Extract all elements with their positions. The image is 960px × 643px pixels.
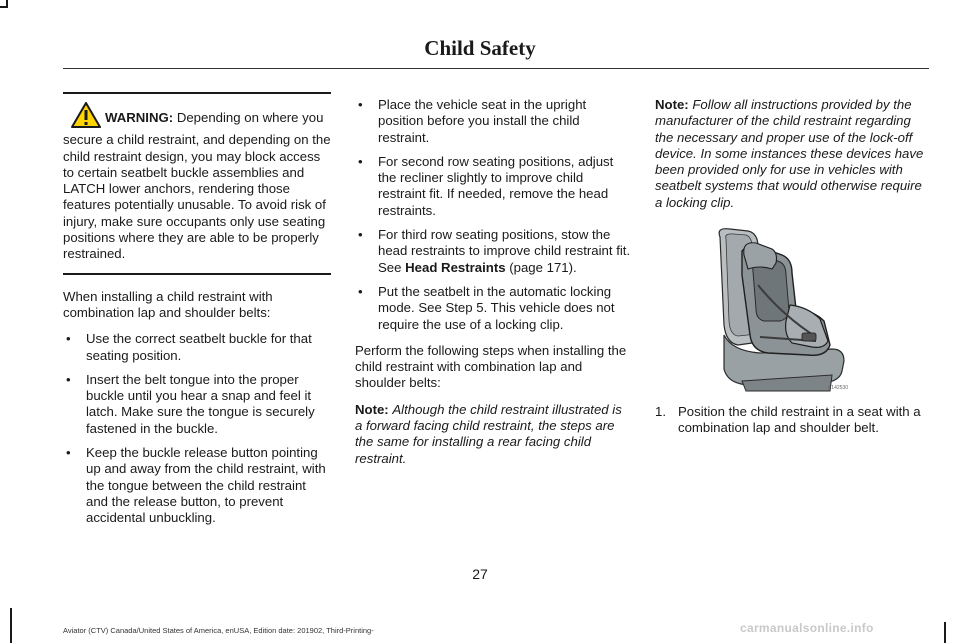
list-item [63, 445, 331, 526]
list-item [355, 227, 631, 276]
step-item [655, 404, 935, 437]
bullet-glyph: • [66, 445, 71, 461]
list-item-text: Place the vehicle seat in the upright position before you install the child restraint. [378, 97, 587, 145]
note-label: Note: [655, 97, 689, 112]
crop-mark-bottom-left [10, 608, 12, 643]
list-item [355, 154, 631, 219]
steps-intro: Perform the following steps when installing the child restraint with combination lap and shoulder belts: [355, 342, 627, 391]
step-text: Position the child restraint in a seat with a combination lap and shoulder belt. [678, 404, 921, 436]
middle-bullet-list [355, 97, 631, 333]
page-title: Child Safety [424, 36, 536, 60]
note-text: Although the child restraint illustrated is a forward facing child restraint, the steps are the same for installing a rear facing child restraint. [355, 401, 622, 466]
crop-mark-top-left-v [6, 0, 8, 8]
bullet-glyph: • [358, 227, 363, 243]
left-column [63, 92, 331, 537]
list-item-text: Use the correct seatbelt buckle for that seating position. [86, 331, 312, 363]
right-note [655, 97, 931, 211]
crop-mark-bottom-right [944, 622, 946, 643]
figure-code: E142530 [827, 385, 848, 391]
list-item [63, 331, 331, 364]
note-label: Note: [355, 401, 389, 417]
bullet-glyph: • [358, 153, 363, 169]
site-watermark: carmanualsonline.info [740, 621, 874, 635]
bullet-glyph: • [358, 97, 363, 112]
edition-footer: Aviator (CTV) Canada/United States of America, enUSA, Edition date: 201902, Third-Printing- [63, 626, 374, 635]
list-item [355, 284, 631, 333]
warning-triangle-icon [71, 102, 101, 132]
header-rule [63, 68, 929, 69]
child-restraint-illustration [712, 225, 850, 393]
middle-column [355, 97, 631, 477]
steps-list [655, 404, 935, 437]
list-item [63, 372, 331, 437]
head-restraints-link[interactable]: Head Restraints [405, 259, 506, 275]
warning-box [63, 92, 331, 275]
middle-note [355, 402, 631, 467]
list-item-text: Put the seatbelt in the automatic locking mode. See Step 5. This vehicle does not require the use of a locking clip. [378, 283, 615, 332]
left-intro: When installing a child restraint with combination lap and shoulder belts: [63, 288, 273, 320]
left-bullet-list [63, 331, 331, 526]
list-item-text: Insert the belt tongue into the proper buckle until you hear a snap and feel it latch. Make sure the tongue is securely fastened in the buckle. [86, 371, 315, 436]
bullet-glyph: • [66, 371, 71, 387]
bullet-glyph: • [66, 331, 71, 347]
list-item-text: For third row seating positions, stow the head restraints to improve child restraint fit. See [378, 227, 631, 275]
list-item-text: For second row seating positions, adjust the recliner slightly to improve child restraint fit. If needed, remove the head restraints. [378, 153, 614, 218]
warning-label: WARNING: [105, 110, 174, 125]
page-number: 27 [472, 566, 488, 582]
bullet-glyph: • [358, 283, 363, 299]
step-number: 1. [655, 404, 666, 419]
page-reference: (page 171). [505, 259, 577, 275]
warning-text: Depending on where you secure a child restraint, and depending on the child restraint design, you may block access to certain seatbelt buckle assemblies and LATCH lower anchors, rendering those features potentially unusable. To avoid risk of injury, make sure occupants only use seating positions where they are able to be properly restrained. [63, 110, 331, 262]
note-text: Follow all instructions provided by the manufacturer of the child restraint regarding the necessary and proper use of the lock-off device. In some instances these devices have been provided only for use in vehicles with seatbelt systems that would otherwise require a locking clip. [655, 97, 924, 210]
right-column [655, 97, 931, 221]
list-item [355, 97, 631, 146]
list-item-text: Keep the buckle release button pointing up and away from the child restraint, with the tongue between the child restraint and the release button, to prevent accidental unbuckling. [86, 445, 326, 526]
